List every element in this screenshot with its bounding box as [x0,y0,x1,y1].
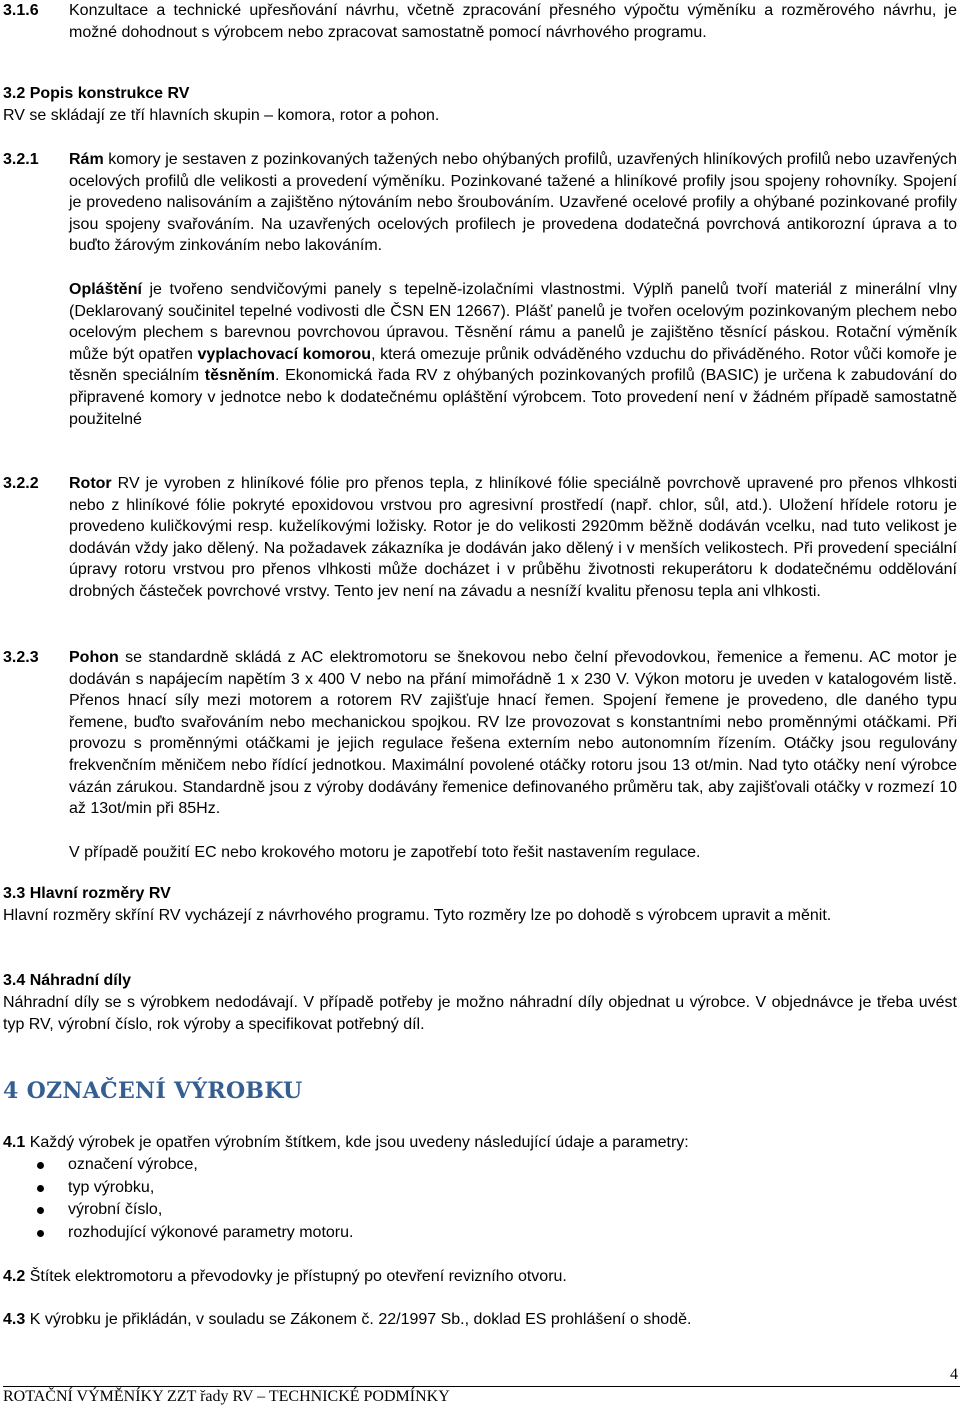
list-item-label: typ výrobku, [68,1178,155,1196]
list-item-label: označení výrobce, [68,1156,198,1173]
section-number: 3.2.2 [3,475,39,492]
bullet-icon [37,1185,44,1192]
section-title: Popis konstrukce RV [29,85,190,102]
term: Opláštění [69,281,142,298]
paragraph: RV se skládají ze tří hlavních skupin – komora, rotor a pohon. [3,107,440,124]
paragraph: K výrobku je přikládán, v souladu se Zákonem č. 22/1997 Sb., doklad ES prohlášení o shodě. [29,1311,692,1328]
bullet-icon [37,1207,44,1214]
term: Rám [69,151,104,168]
text-run: komory je sestaven z pozinkovaných tažených nebo ohýbaných profilů, uzavřených hliníkových profilů nebo uzavřených ocelových profilů dle velikosti a provedení výměníku. Pozinkované tažené a hliníkové profily jsou spojeny rohovníky. Spojení je provedeno nalisováním a zajištěno nýtováním nebo šroubováním. Uzavřené ocelové profily a ohýbané pozinkované profily jsou spojeny svařováním. Na uzavřených ocelových profilech je provedena dodatečná povrchová antikorozní úprava a to buďto žárovým zinkováním nebo lakováním. [69,151,957,255]
paragraph [69,647,957,820]
term: Rotor [69,475,112,492]
list-item-label: výrobní číslo, [68,1201,163,1218]
section-number: 4.3 [3,1311,26,1328]
chapter-heading: 4 OZNAČENÍ VÝROBKU [3,1078,303,1104]
text-run: se standardně skládá z AC elektromotoru se šnekovou nebo čelní převodovkou, řemenice a řemenu. AC motor je dodáván s napájecím napětím 3 x 400 V nebo na přání mimořádně 1 x 230 V. Výkon motoru je uveden v katalogovém listě. Přenos hnací síly mezi motorem a rotorem RV zajišťuje hnací řemen. Spojení řemene je provedeno, dle daného typu řemene, buďto svařováním nebo mechanickou spojkou. RV lze provozovat s konstantními nebo proměnnými otáčkami. Při provozu s proměnnými otáčkami je jejich regulace řešena externím nebo autonomním řízením. Otáčky jsou regulovány frekvenčním měničem nebo řídící jednotkou. Maximální povolené otáčky rotoru jsou 13 ot/min. Nad tyto otáčky není výrobce vázán zárukou. Standardně jsou z výroby dodávány řemenice definovaného průměru tak, aby zajišťovali otáčky v rozmezí 10 až 13ot/min při 85Hz. [69,649,957,818]
paragraph: Hlavní rozměry skříní RV vycházejí z návrhového programu. Tyto rozměry lze po dohodě s výrobcem upravit a měnit. [3,907,832,924]
page-number: 4 [950,1366,958,1383]
section-4-2 [3,1266,567,1288]
term: vyplachovací komorou [197,345,372,363]
section-heading-3-4: 3.4 Náhradní díly [3,972,132,989]
section-number: 3.1.6 [3,2,39,19]
paragraph [69,149,957,257]
section-4-1 [3,1132,689,1154]
paragraph: Náhradní díly se s výrobkem nedodávají. V případě potřeby je možno náhradní díly objednat u výrobce. V objednávce je třeba uvést typ RV, výrobní číslo, rok výroby a specifikovat potřebný díl. [3,994,957,1033]
section-heading-3-2 [3,83,189,105]
section-number: 3.2.1 [3,151,39,168]
text-run: je tvořeno sendvičovými panely s tepelně-izolačními vlastnostmi. Výplň panelů tvoří materiál z minerální vlny (Deklarovaný součinitel tepelné vodivosti dle ČSN EN 12667). Plášť panelů je tvořen ocelovým pozinkovaným plechem nebo ocelovým plechem s barevnou povrchovou úpravou. Těsnění rámu a panelů je zajištěno těsnící páskou. Rotační výměník může být opatřen [69,281,957,363]
section-number: 4.1 [3,1134,26,1151]
bullet-icon [37,1230,44,1237]
paragraph: V případě použití EC nebo krokového motoru je zapotřebí toto řešit nastavením regulace. [69,844,701,861]
text-run: RV je vyroben z hliníkové fólie pro přenos tepla, z hliníkové fólie speciálně povrchově upravené pro přenos vlhkosti nebo z hliníkové fólie pokryté epoxidovou vrstvou pro agresivní prostředí (např. chlor, sůl, atd.). Uložení hřídele rotoru je provedeno kuličkovými resp. kuželíkovými ložisky. Rotor je do velikosti 2920mm běžně dodáván vcelku, nad tuto velikost je dodáván vždy jako dělený. Na požadavek zákazníka je dodáván jako dělený i v menších velikostech. Při provedení speciální úpravy rotoru vrstvou pro přenos vlhkosti může docházet i v průběhu životnosti rekuperátoru k dodatečnému oddělování drobných částeček povrchové vrstvy. Tento jev není na závadu a nesníží kvalitu přenosu tepla ani vlhkosti. [69,475,957,600]
paragraph: Štítek elektromotoru a převodovky je přístupný po otevření revizního otvoru. [29,1268,567,1285]
section-heading-3-3: 3.3 Hlavní rozměry RV [3,885,171,902]
section-number: 4.2 [3,1268,26,1285]
paragraph: Konzultace a technické upřesňování návrhu, včetně zpracování přesného výpočtu výměníku a rozměrového návrhu, je možné dohodnout s výrobcem nebo zpracovat samostatně pomocí návrhového programu. [69,2,957,41]
term: těsněním [204,367,276,385]
footer-title: ROTAČNÍ VÝMĚNÍKY ZZT řady RV – TECHNICKÉ PODMÍNKY [3,1388,450,1405]
term: Pohon [69,649,119,666]
section-4-3 [3,1309,691,1331]
text-run: , která omezuje průnik odváděného vzduchu do přiváděného. Rotor vůči komoře je těsněn speciálním [69,345,958,385]
footer-divider [3,1386,960,1387]
text-run: . Ekonomická řada RV z ohýbaných pozinkovaných profilů (BASIC) je určena k zabudování do připravené komory v jednotce nebo k dodatečnému opláštění výrobcem. Toto provedení není v žádném případě samostatně použitelné [69,367,958,428]
bullet-icon [37,1162,44,1169]
paragraph: Každý výrobek je opatřen výrobním štítkem, kde jsou uvedeny následující údaje a parametry: [29,1134,689,1151]
section-number: 3.2.3 [3,649,39,666]
list-item-label: rozhodující výkonové parametry motoru. [68,1223,354,1241]
paragraph [69,473,957,603]
paragraph [69,279,957,430]
section-number: 3.2 [3,85,26,102]
